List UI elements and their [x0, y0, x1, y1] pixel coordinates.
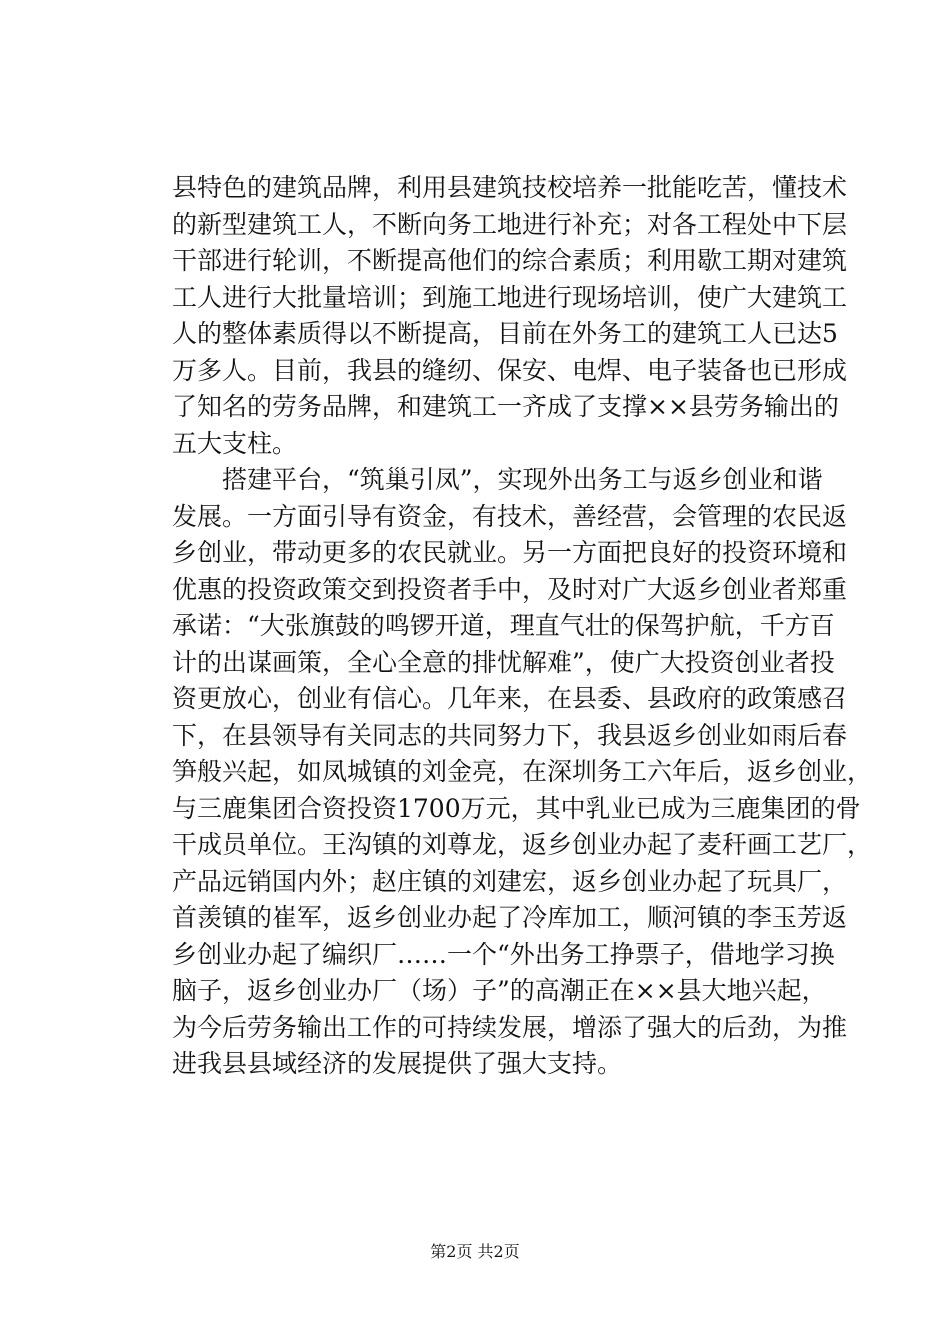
text-line: 的新型建筑工人，不断向务工地进行补充；对各工程处中下层 [172, 209, 848, 239]
text-line: 资更放心，创业有信心。几年来，在县委、县政府的政策感召 [172, 684, 848, 713]
text-line: 发展。一方面引导有资金，有技术，善经营，会管理的农民返 [172, 501, 848, 531]
text-line: 与三鹿集团合资投资1700万元，其中乳业已成为三鹿集团的骨 [172, 793, 861, 823]
text-line: 了知名的劳务品牌，和建筑工一齐成了支撑××县劳务输出的 [172, 392, 839, 421]
text-line: 下，在县领导有关同志的共同努力下，我县返乡创业如雨后春 [172, 720, 848, 750]
text-line: 为今后劳务输出工作的可持续发展，增添了强大的后劲，为推 [172, 1012, 848, 1042]
paragraph-first-line: 搭建平台，“筑巢引凤”，实现外出务工与返乡创业和谐 [222, 465, 823, 494]
text-line: 乡创业办起了编织厂……一个“外出务工挣票子，借地学习换 [172, 939, 835, 969]
text-line: 人的整体素质得以不断提高，目前在外务工的建筑工人已达5 [172, 319, 838, 348]
text-line: 首羡镇的崔军，返乡创业办起了冷库加工，顺河镇的李玉芳返 [172, 903, 848, 932]
text-line: 计的出谋画策，全心全意的排忧解难”，使广大投资创业者投 [172, 647, 835, 677]
text-line: 干部进行轮训，不断提高他们的综合素质；利用歇工期对建筑 [172, 246, 848, 275]
text-line: 进我县县域经济的发展提供了强大支持。 [172, 1049, 623, 1078]
text-line: 工人进行大批量培训；到施工地进行现场培训，使广大建筑工 [172, 282, 848, 312]
text-line: 五大支柱。 [172, 428, 298, 458]
text-line: 干成员单位。王沟镇的刘尊龙，返乡创业办起了麦秆画工艺厂， [172, 830, 873, 859]
text-line: 笋般兴起，如凤城镇的刘金亮，在深圳务工六年后，返乡创业， [172, 757, 873, 786]
page-number: 第2页 共2页 [430, 1242, 520, 1261]
text-line: 脑子，返乡创业办厂（场）子”的高潮正在××县大地兴起， [172, 976, 827, 1005]
page-footer [0, 1241, 950, 1263]
text-line: 乡创业，带动更多的农民就业。另一方面把良好的投资环境和 [172, 538, 848, 567]
text-line: 产品远销国内外；赵庄镇的刘建宏，返乡创业办起了玩具厂， [172, 866, 848, 896]
text-line: 优惠的投资政策交到投资者手中，及时对广大返乡创业者郑重 [172, 574, 848, 604]
text-line: 承诺：“大张旗鼓的鸣锣开道，理直气壮的保驾护航，千方百 [172, 611, 835, 640]
text-line: 万多人。目前，我县的缝纫、保安、电焊、电子装备也已形成 [172, 355, 848, 385]
body-text [172, 170, 873, 1083]
text-line: 县特色的建筑品牌，利用县建筑技校培养一批能吃苦，懂技术 [172, 173, 848, 202]
